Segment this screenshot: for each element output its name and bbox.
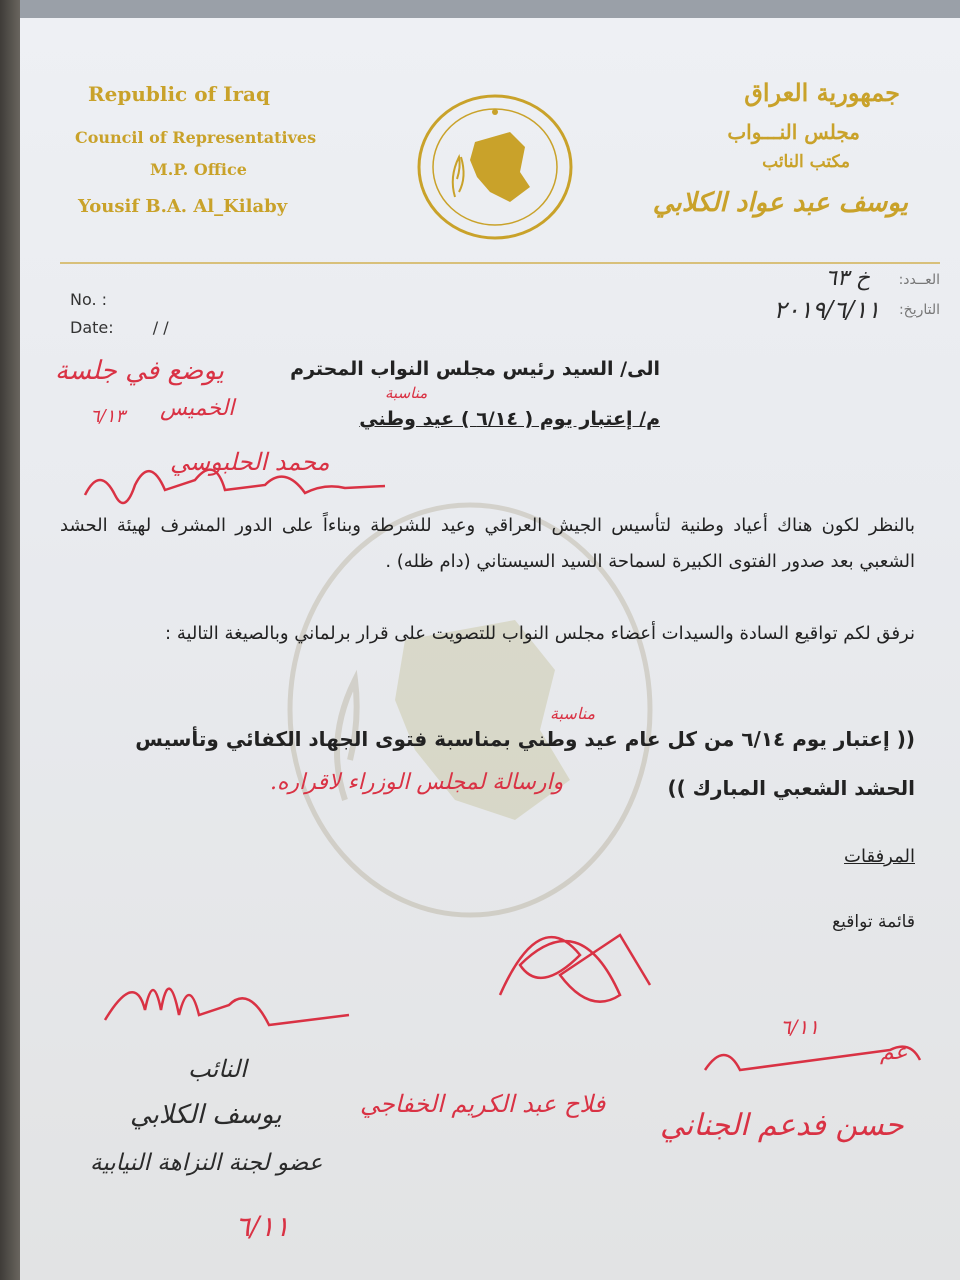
- resolution-insert: مناسبة: [550, 704, 596, 723]
- paragraph-1: بالنظر لكون هناك أعياد وطنية لتأسيس الجيش العراقي وعيد للشرطة وبناءاً على الدور المشرف لهيئة الحشد الشعبي بعد صدور الفتوى الكبيرة لسماحة السيد السيستاني (دام ظله) .: [60, 515, 915, 572]
- mp-role: عضو لجنة النزاهة النيابية: [90, 1150, 323, 1176]
- ar-number-label: العــدد:: [898, 272, 940, 288]
- council-seal-icon: [415, 92, 575, 242]
- speaker-signature-name: محمد الحلبوسي: [170, 448, 330, 476]
- resolution-line2: الحشد الشعبي المبارك )): [667, 776, 915, 800]
- member-2-name: فلاح عبد الكريم الخفاجي: [360, 1090, 606, 1118]
- letterhead-office-ar: مكتب النائب: [762, 152, 850, 172]
- paragraph-2: نرفق لكم تواقيع السادة والسيدات أعضاء مجلس النواب للتصويت على قرار برلماني وبالصيغة التالية :: [165, 623, 915, 644]
- mp-name: يوسف الكلابي: [130, 1100, 282, 1130]
- member-signature-2-icon: [480, 905, 660, 1045]
- attachments-label: المرفقات: [844, 846, 915, 867]
- plastic-sleeve-edge: [20, 0, 960, 18]
- addressee: الى/ السيد رئيس مجلس النواب المحترم: [290, 358, 660, 380]
- letterhead-country-ar: جمهورية العراق: [744, 78, 900, 107]
- letterhead-office-en: M.P. Office: [150, 160, 247, 179]
- ar-number-value: خ ٦٣: [825, 266, 870, 291]
- ar-date-value: ٢٠١٩/٦/١١: [773, 296, 880, 324]
- letterhead-name-ar: يوسف عبد عواد الكلابي: [652, 188, 908, 218]
- resolution-line1: (( إعتبار يوم ٦/١٤ من كل عام عيد وطني بمناسبة فتوى الجهاد الكفائي وتأسيس: [135, 727, 915, 751]
- resolution-handwritten-note: وارسالة لمجلس الوزراء لاقراره.: [270, 770, 564, 795]
- date-label-text: Date:: [70, 318, 114, 337]
- letterhead-name-en: Yousif B.A. Al_Kilaby: [78, 196, 288, 217]
- document-page: [20, 0, 960, 1280]
- subject: م/ إعتبار يوم ( ٦/١٤ ) عيد وطني: [359, 408, 660, 430]
- date-blank: / /: [152, 318, 169, 337]
- member-3-short: عم: [880, 1040, 908, 1065]
- number-label: No. :: [70, 290, 108, 309]
- header-divider: [60, 262, 940, 264]
- member-3-date: ٦/١١: [780, 1015, 819, 1039]
- annotation-line1: يوضع في جلسة: [55, 356, 225, 386]
- member-3-name: حسن فدعم الجناني: [660, 1108, 904, 1143]
- mp-title: النائب: [188, 1055, 247, 1083]
- date-label: [70, 318, 169, 337]
- mp-signature-date: ٦/١١: [235, 1210, 290, 1243]
- letterhead-council-en: Council of Representatives: [75, 128, 317, 147]
- letterhead-council-ar: مجلس النـــواب: [727, 120, 860, 144]
- letterhead-country-en: Republic of Iraq: [88, 82, 270, 106]
- ar-date-label: التاريخ:: [898, 302, 940, 318]
- annotation-date: ٦/١٣: [90, 406, 126, 427]
- attachments-item: قائمة تواقيع: [832, 912, 915, 932]
- mp-signature-icon: [100, 960, 360, 1050]
- annotation-line2: الخميس: [160, 396, 235, 421]
- subject-insert: مناسبة: [385, 384, 428, 402]
